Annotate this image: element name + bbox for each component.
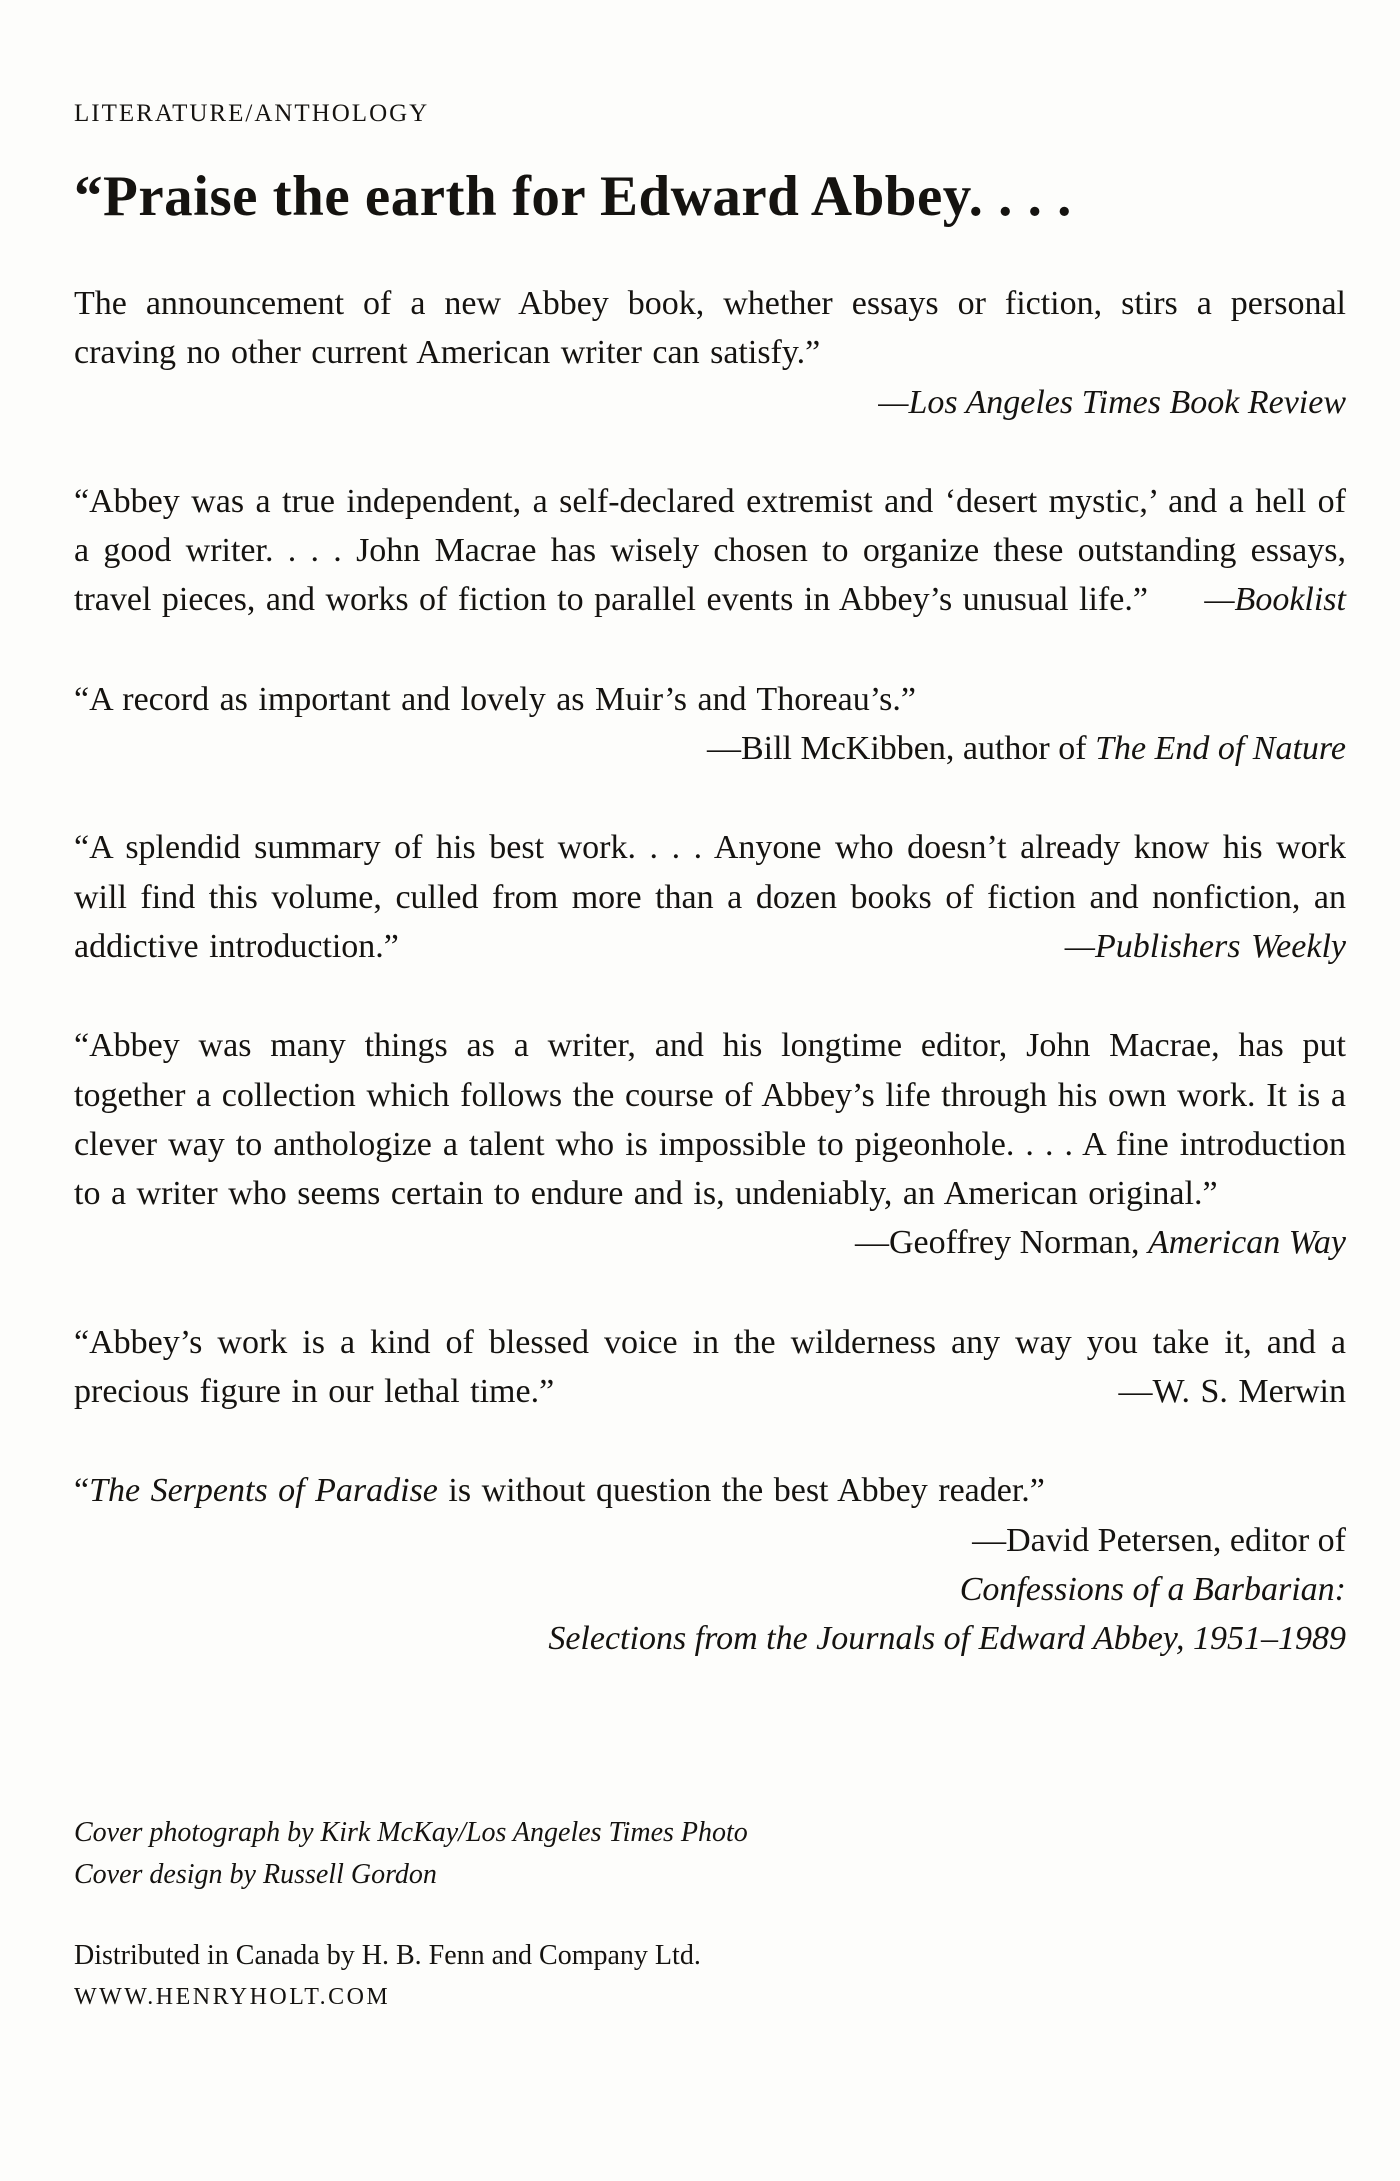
- quote-body-text: “Abbey’s work is a kind of blessed voice in the wilderness any way you take it, and a precious figure in our lethal time.”: [74, 1323, 1346, 1411]
- distribution-note: Distributed in Canada by H. B. Fenn and Company Ltd.: [74, 1939, 701, 1971]
- quote-body-text: is without question the best Abbey reader.”: [437, 1472, 1045, 1510]
- quote-block-mckibben: [74, 675, 1346, 774]
- quote-attribution: —David Petersen, editor of: [972, 1521, 1346, 1559]
- quote-body-text: “A splendid summary of his best work. . . . Anyone who doesn’t already know his work will find this volume, culled from more than a dozen books of fiction and nonfiction, an addictive introduction.”: [74, 829, 1346, 965]
- quote-attribution: [74, 378, 1346, 427]
- cover-design-credit: Cover design by Russell Gordon: [74, 1858, 437, 1890]
- quote-block-norman: [74, 1021, 1346, 1267]
- quote-attribution: —Publishers Weekly: [1064, 927, 1346, 965]
- quote-attribution: [74, 1218, 1346, 1267]
- cover-photo-credit: Cover photograph by Kirk McKay/Los Angeles Times Photo: [74, 1816, 748, 1848]
- quote-text: “Abbey was many things as a writer, and his longtime editor, John Macrae, has put together a collection which follows the course of Abbey’s life through his own work. It is a clever way to anthologize a talent who is impossible to pigeonhole. . . . A fine introduction to a writer who seems certain to endure and is, undeniably, an American original.”: [74, 1027, 1346, 1213]
- quote-text: [74, 823, 1346, 971]
- quote-block-booklist: [74, 477, 1346, 625]
- attribution-work-title: Confessions of a Barbarian:: [959, 1570, 1346, 1608]
- quote-block-latimes: [74, 279, 1346, 427]
- attribution-name: —Bill McKibben, author of: [706, 730, 1096, 768]
- publisher-url: WWW.HENRYHOLT.COM: [74, 1983, 391, 2010]
- headline: “Praise the earth for Edward Abbey. . . .: [74, 165, 1072, 228]
- cover-credits: [74, 1812, 1346, 1896]
- quote-text: [74, 1466, 1346, 1515]
- quote-attribution: —W. S. Merwin: [1118, 1373, 1346, 1411]
- attribution-work-title: American Way: [1148, 1224, 1346, 1262]
- quote-block-petersen: [74, 1466, 1346, 1663]
- attribution-work-title: The End of Nature: [1095, 730, 1346, 768]
- quote-text: [74, 477, 1346, 625]
- quote-block-publishers-weekly: [74, 823, 1346, 971]
- quote-body-text: “Abbey was a true independent, a self-declared extremist and ‘desert mystic,’ and a hell of a good writer. . . . John Macrae has wisely chosen to organize these outstanding essays, travel pieces, and works of fiction to parallel events in Abbey’s unusual life.”: [74, 482, 1346, 619]
- attribution-work-subtitle: Selections from the Journals of Edward Abbey, 1951–1989: [548, 1620, 1346, 1658]
- book-title: The Serpents of Paradise: [89, 1472, 438, 1510]
- attribution-name: —Geoffrey Norman,: [855, 1224, 1149, 1262]
- quote-open: “: [74, 1472, 90, 1510]
- quote-attribution: —Booklist: [1204, 581, 1346, 619]
- quote-text: [74, 1318, 1346, 1417]
- quote-attribution: [74, 724, 1346, 773]
- quote-block-merwin: [74, 1318, 1346, 1417]
- category-label: LITERATURE/ANTHOLOGY: [74, 100, 430, 127]
- attribution-source: —Los Angeles Times Book Review: [878, 383, 1346, 421]
- quote-text: “A record as important and lovely as Muir’s and Thoreau’s.”: [74, 680, 916, 718]
- footer: [74, 1936, 1346, 2015]
- quote-text: The announcement of a new Abbey book, whether essays or fiction, stirs a personal craving no other current American writer can satisfy.”: [74, 285, 1346, 372]
